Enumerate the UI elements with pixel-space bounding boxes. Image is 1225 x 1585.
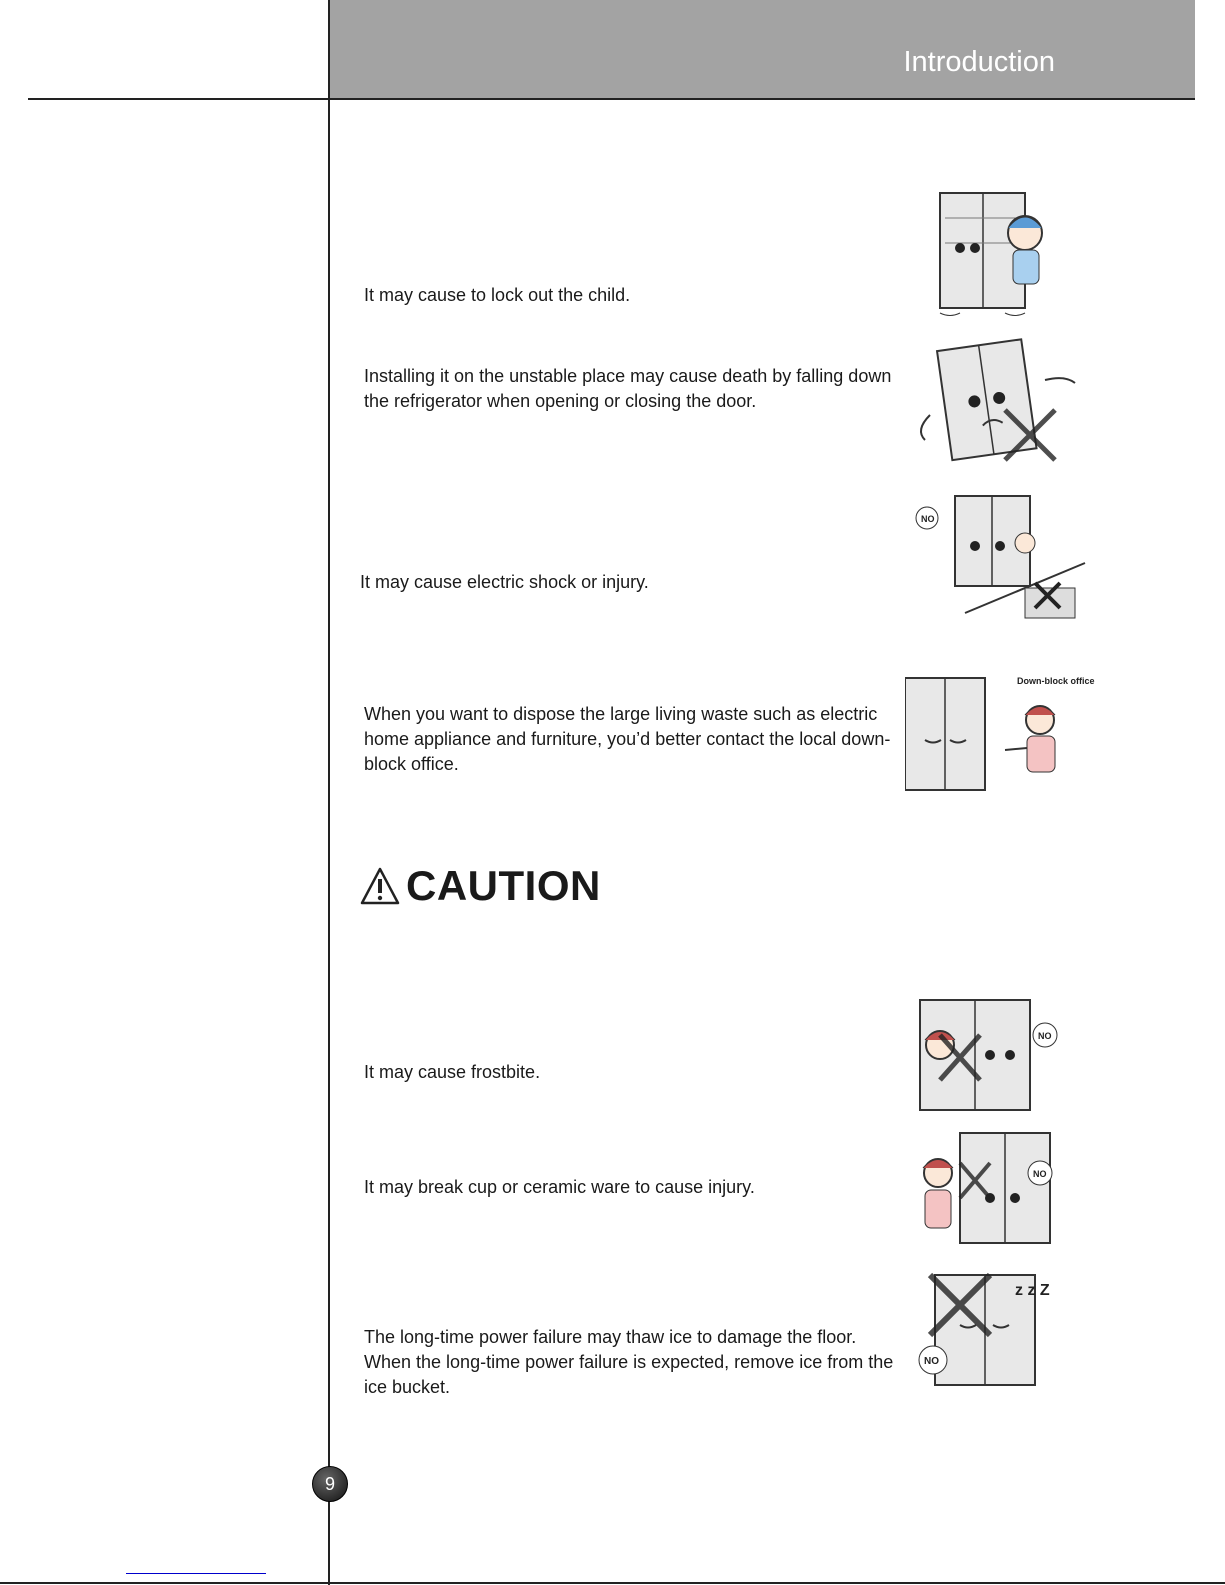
- warning-text-3: It may cause electric shock or injury.: [360, 572, 649, 592]
- caution-label: CAUTION: [406, 862, 601, 909]
- no-badge-3: NO: [924, 1356, 939, 1367]
- power-failure-illustration: [905, 1265, 1095, 1400]
- header-bar: [330, 0, 1195, 99]
- disposal-office-illustration: [905, 670, 1095, 805]
- section-title: Introduction: [903, 46, 1055, 78]
- no-badge-2: NO: [1033, 1169, 1047, 1179]
- caution-text-3: The long-time power failure may thaw ice to damage the floor. When the long-time power failure is expected, remove ice from the ice bucket.: [364, 1327, 894, 1397]
- falling-refrigerator-illustration: [905, 335, 1095, 470]
- no-climbing-illustration: [905, 488, 1095, 623]
- page-number: 9: [312, 1466, 348, 1502]
- horizontal-rule: [28, 98, 1195, 100]
- bottom-rule: [0, 1582, 1225, 1584]
- footer-link-underline: [126, 1573, 266, 1574]
- caution-text-2: It may break cup or ceramic ware to cause injury.: [364, 1177, 755, 1197]
- warning-text-4: When you want to dispose the large living waste such as electric home appliance and furniture, you’d better contact the local down-block office.: [364, 704, 891, 774]
- no-ceramic-cup-illustration: [905, 1128, 1095, 1263]
- no-badge-1: NO: [1038, 1031, 1052, 1041]
- no-touching-freezer-illustration: [905, 995, 1095, 1130]
- sleep-z-text: z z Z: [1015, 1282, 1050, 1299]
- down-block-label: Down-block office: [1017, 676, 1095, 686]
- warning-text-1: It may cause to lock out the child.: [364, 285, 631, 305]
- warning-text-2: Installing it on the unstable place may cause death by falling down the refrigerator when opening or closing the door.: [364, 366, 892, 411]
- caution-heading: [360, 862, 601, 910]
- warning-triangle-icon: [360, 867, 400, 905]
- caution-text-1: It may cause frostbite.: [364, 1062, 541, 1082]
- child-refrigerator-illustration: [905, 188, 1095, 323]
- svg-text:NO: NO: [921, 514, 935, 524]
- vertical-rule: [328, 0, 330, 1585]
